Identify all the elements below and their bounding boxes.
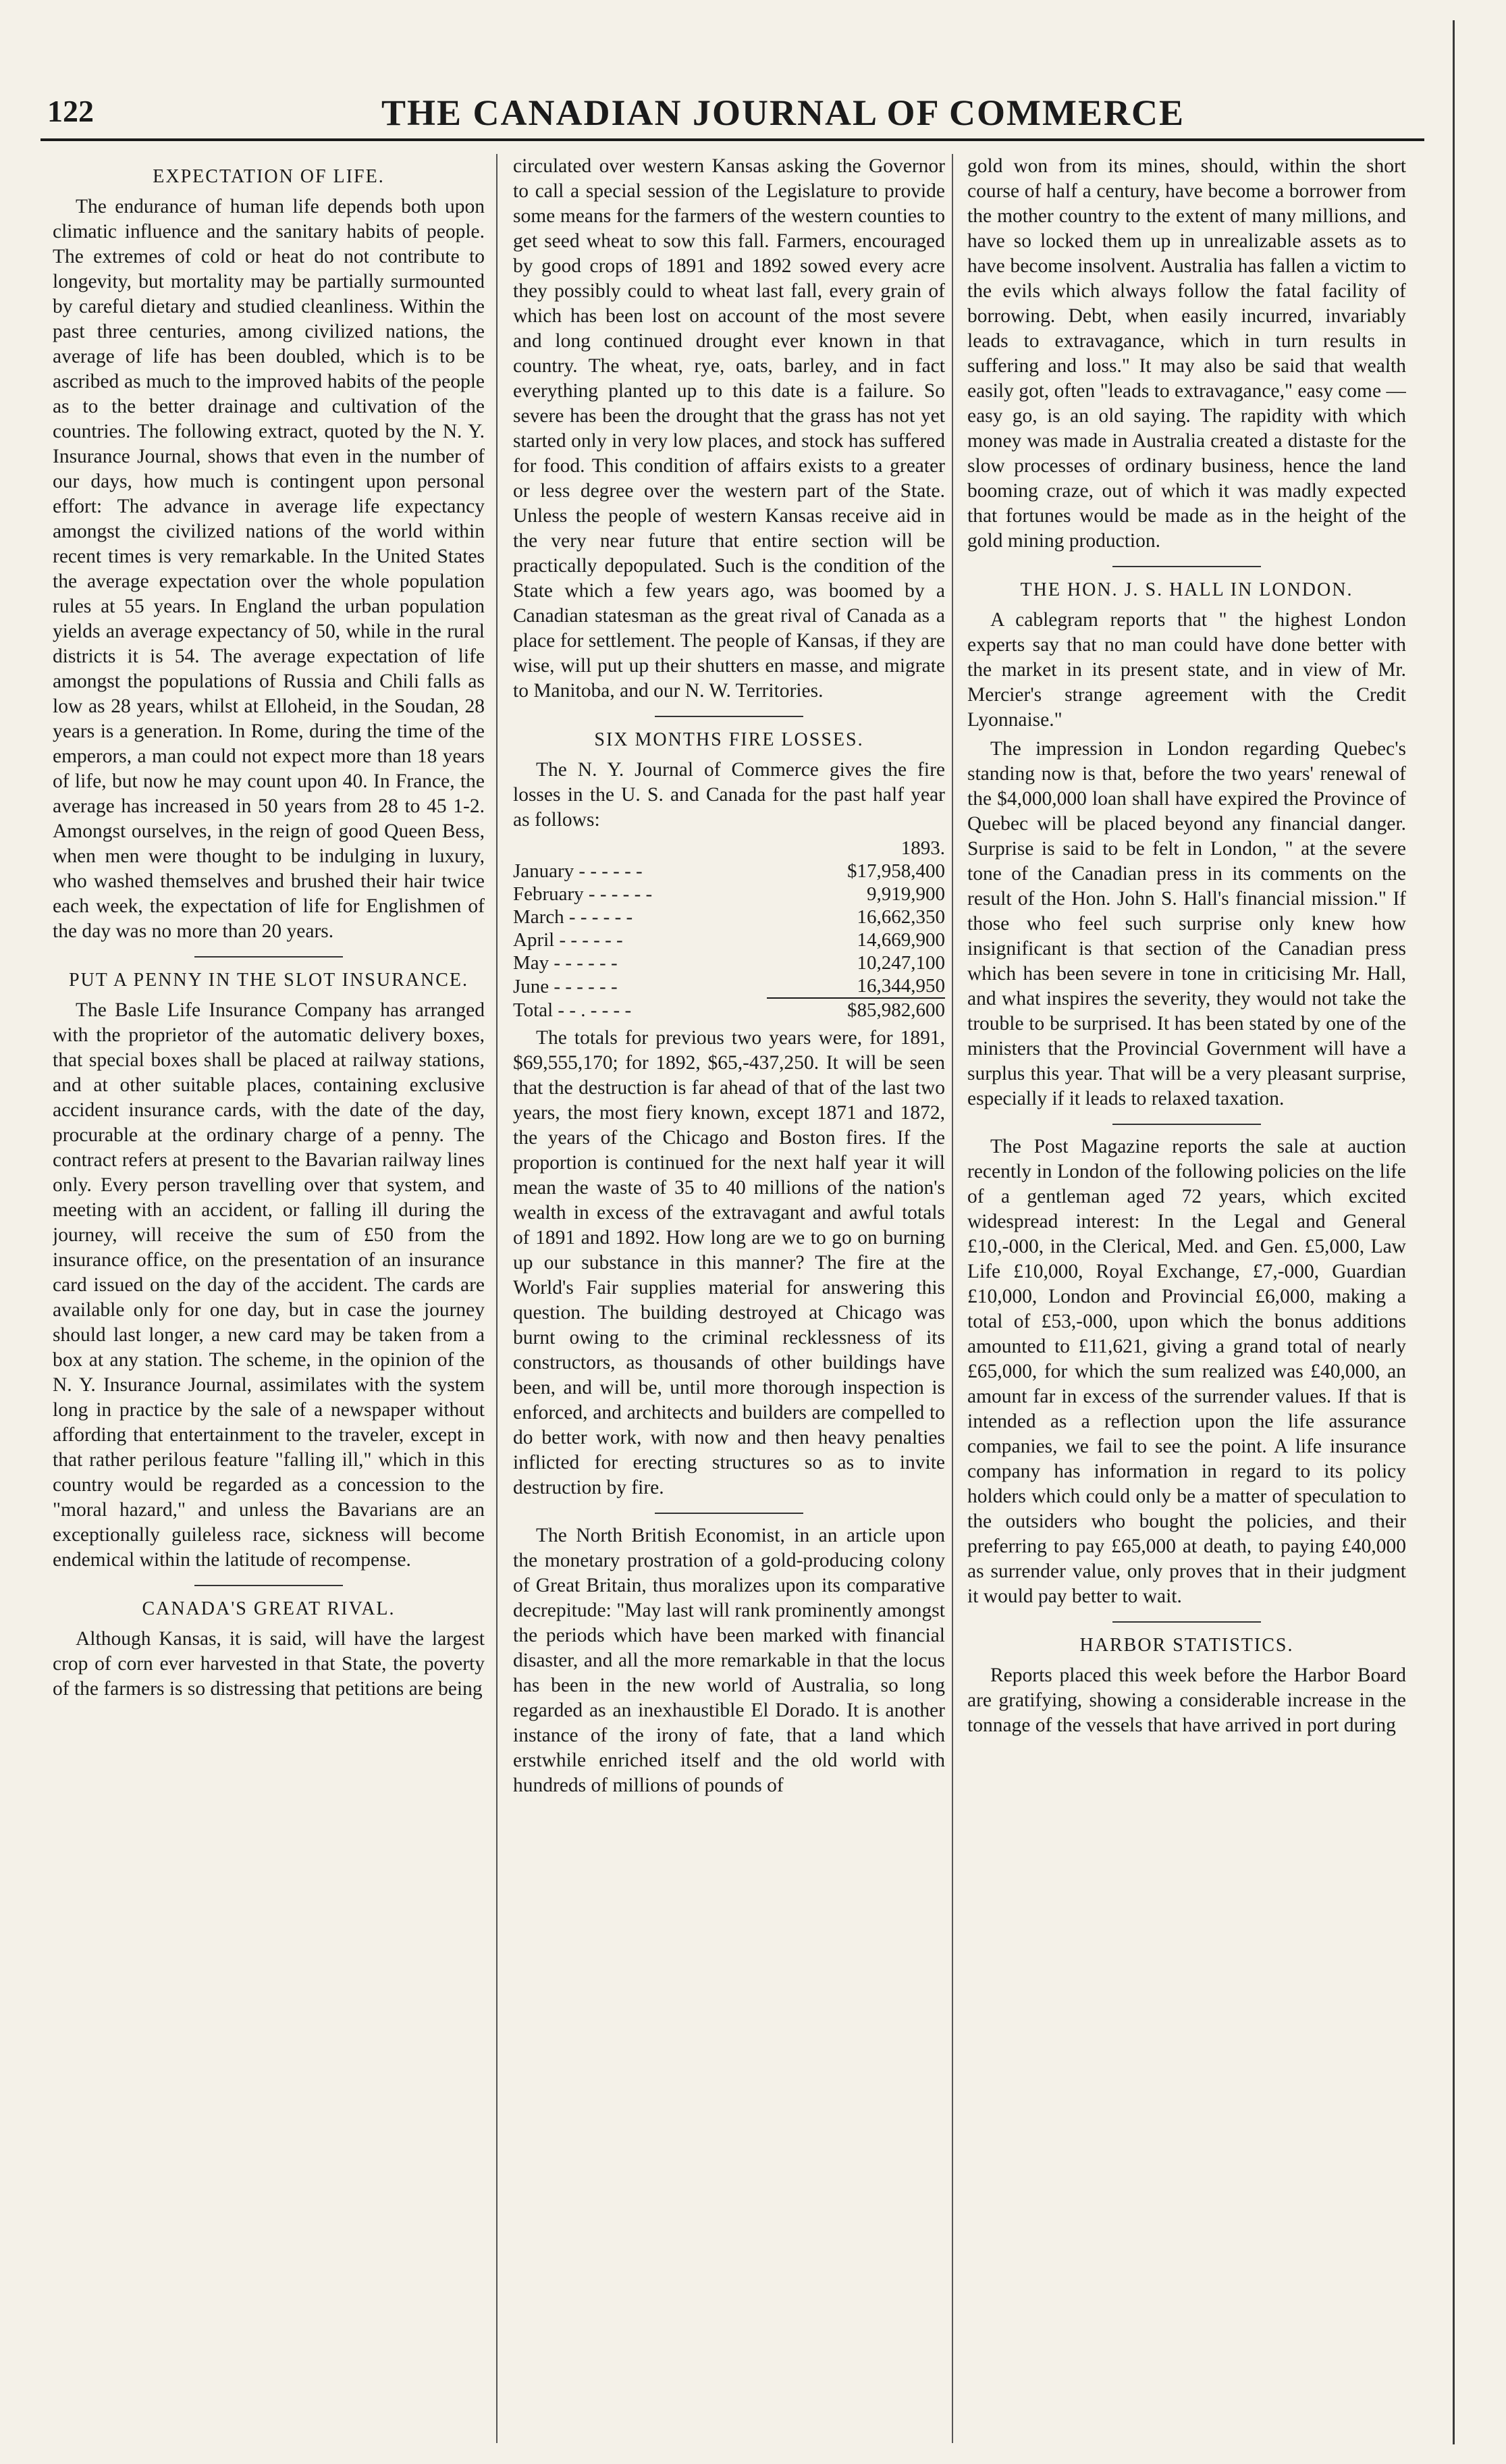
section-rule xyxy=(194,956,343,958)
article-heading-rival: CANADA'S GREAT RIVAL. xyxy=(142,1598,396,1619)
article-body-rival: Although Kansas, it is said, will have the largest crop of corn ever harvested in that State, the poverty of the farmers is so distressing that petitions are being xyxy=(53,1628,485,1700)
loss-amount: 10,247,100 xyxy=(857,952,945,974)
column-divider xyxy=(952,154,953,2443)
section-rule xyxy=(1112,566,1261,567)
year-header: 1893. xyxy=(900,837,945,859)
column-divider xyxy=(496,154,497,2443)
section-rule xyxy=(1112,1124,1261,1125)
table-row xyxy=(513,974,945,998)
article-body-harbor: Reports placed this week before the Harbor Board are gratifying, showing a considerable increase in the tonnage of the vessels that have arrived in port during xyxy=(967,1664,1406,1736)
month-label: January - - - - - - xyxy=(513,860,643,882)
loss-amount: 16,662,350 xyxy=(857,906,945,928)
fire-losses-table xyxy=(513,837,945,1022)
total-label: Total - - . - - - - xyxy=(513,999,632,1021)
article-body-hall-2: The impression in London regarding Quebec's standing now is that, before the two years' renewal of the $4,000,000 loan shall have expired the Province of Quebec will be placed beyond any financial danger. Surprise is said to be felt in London, " at the severe tone of the Canadian press in its comments on the result of the Hon. John S. Hall's financial mission." If those who feel such surprise only knew how insignificant is that section of the Canadian press which has been severe in tone in criticising Mr. Hall, and what inspires the severity, they would not take the trouble to be surprised. It has been stated by one of the ministers that the Provincial Government will have a surplus this year. That will be a very pleasant surprise, especially if it leads to relaxed taxation. xyxy=(967,738,1406,1109)
page-header xyxy=(0,0,1506,135)
header-rule xyxy=(41,138,1424,141)
month-label: February - - - - - - xyxy=(513,883,653,905)
article-heading-expectation: EXPECTATION OF LIFE. xyxy=(153,166,385,187)
article-body-hall-1: A cablegram reports that " the highest London experts say that no man could have done better with the market in its present state, and in view of Mr. Mercier's strange agreement with the Credit Lyonnaise." xyxy=(967,609,1406,731)
article-body-economist: The North British Economist, in an article upon the monetary prostration of a gold-producing colony of Great Britain, thus moralizes upon its comparative decrepitude: "May last will rank prominently amongst the periods which have been marked with financial disaster, and all the more remarkable in that the locus has been in the new world of Australia, so long regarded as an inexhaustible El Dorado. It is another instance of the irony of fate, that a land which erstwhile enriched itself and the old world with hundreds of millions of pounds of xyxy=(513,1525,945,1796)
section-rule xyxy=(655,716,803,717)
loss-amount: $17,958,400 xyxy=(847,860,945,882)
column-2 xyxy=(513,154,945,2443)
page-edge-rule xyxy=(1453,20,1455,2444)
table-row xyxy=(513,860,945,883)
month-label: April - - - - - - xyxy=(513,929,623,951)
article-heading-hall: THE HON. J. S. HALL IN LONDON. xyxy=(1020,579,1353,600)
article-body-expectation: The endurance of human life depends both upon climatic influence and the sanitary habits of people. The extremes of cold or heat do not contribute to longevity, but mortality may be partially surmounted by careful dietary and studied cleanliness. Within the past three centuries, among civilized nations, the average of life has been doubled, which is to be ascribed as much to the improved habits of the people as to the better drainage and cultivation of the countries. The following extract, quoted by the N. Y. Insurance Journal, shows that even in the number of our days, how much is contingent upon personal effort: The advance in average life expectancy amongst the civilized nations of the world within recent times is very remarkable. In the United States the average expectation over the whole population rules at 55 years. In England the urban population yields an average expectancy of 50, while in the rural districts it is 54. The average expectation of life amongst the populations of Russia and Chili falls as low as 28 years, whilst at Elloheid, in the Soudan, 28 years is a generation. In Rome, during the time of the emperors, a man could not expect more than 18 years of life, but now he may count upon 40. In France, the average has increased in 50 years from 28 to 45 1-2. Amongst ourselves, in the reign of good Queen Bess, when men were thought to be indulging in luxury, who washed themselves and brushed their hair twice each week, the expectation of life for Englishmen of the day was no more than 20 years. xyxy=(53,196,485,942)
section-rule xyxy=(1112,1621,1261,1623)
table-row xyxy=(513,951,945,974)
total-amount: $85,982,600 xyxy=(847,999,945,1021)
article-body-economist-continued: gold won from its mines, should, within the short course of half a century, have become a borrower from the mother country to the extent of many millions, and have so locked them up in unrealizable assets as to have become insolvent. Australia has fallen a victim to the evils which always follow the fatal facility of borrowing. Debt, when easily incurred, invariably leads to extravagance, which in turn results in suffering and loss." It may also be said that wealth easily got, often "leads to extravagance," easy come —easy go, is an old saying. The rapidity with which money was made in Australia created a distaste for the slow processes of ordinary business, hence the land booming craze, out of which it was madly expected that fortunes would be made as in the height of the gold mining production. xyxy=(967,155,1406,552)
month-label: June - - - - - - xyxy=(513,975,618,997)
table-row xyxy=(513,928,945,951)
month-label: March - - - - - - xyxy=(513,906,633,928)
loss-amount: 16,344,950 xyxy=(767,974,945,998)
loss-amount: 9,919,900 xyxy=(867,883,945,905)
total-row xyxy=(513,998,945,1022)
article-body-rival-continued: circulated over western Kansas asking the Governor to call a special session of the Legislature to provide some means for the farmers of the western counties to get seed wheat to sow this fall. Farmers, encouraged by good crops of 1891 and 1892 sowed every acre they possibly could to wheat last fall, every grain of which has been lost on account of the most severe and long continued drought ever known in that country. The wheat, rye, oats, barley, and in fact everything planted up to this date is a failure. So severe has been the drought that the grass has not yet started only in very low places, and stock has suffered for food. This condition of affairs exists to a greater or less degree over the western part of the State. Unless the people of western Kansas receive aid in the very near future that entire section will be practically depopulated. Such is the condition of the State which a few years ago, was boomed by a Canadian statesman as the great rival of Canada as a place for settlement. The people of Kansas, if they are wise, will put up their shutters en masse, and migrate to Manitoba, and our N. W. Territories. xyxy=(513,155,945,702)
article-heading-harbor: HARBOR STATISTICS. xyxy=(1079,1635,1294,1656)
section-rule xyxy=(194,1585,343,1586)
article-heading-fire-losses: SIX MONTHS FIRE LOSSES. xyxy=(594,729,864,750)
journal-title: THE CANADIAN JOURNAL OF COMMERCE xyxy=(381,93,1185,133)
article-body-post-magazine: The Post Magazine reports the sale at auction recently in London of the following policies on the life of a gentleman aged 72 years, which excited widespread interest: In the Legal and General £10,-000, in the Clerical, Med. and Gen. £5,000, Law Life £10,000, Royal Exchange, £7,-000, Guardian £10,000, London and Provincial £6,000, making a total of £53,-000, upon which the bonus additions amounted to £11,621, giving a grand total of nearly £65,000, for which the sum realized was £40,000, an amount far in excess of the surrender values. If that is intended as a reflection upon the life assurance companies, we fail to see the point. A life insurance company has information in regard to its policy holders which could only be a matter of speculation to the outsiders who bought the policies, and their preferring to pay £65,000 at death, to paying £40,000 as surrender value, only proves that in their judgment it would pay better to wait. xyxy=(967,1136,1406,1607)
page-number: 122 xyxy=(47,94,94,128)
article-body-fire-losses: The totals for previous two years were, for 1891, $69,555,170; for 1892, $65,-437,250. It will be seen that the destruction is far ahead of that of the last two years, the most fiery known, except 1871 and 1872, the years of the Chicago and Boston fires. If the proportion is continued for the next half year it will mean the waste of 35 to 40 millions of the nation's wealth in excess of the extravagant and awful totals of 1891 and 1892. How long are we to go on burning up our substance in this manner? The fire at the World's Fair supplies material for answering this question. The building destroyed at Chicago was burnt owing to the criminal recklessness of its constructors, as thousands of other buildings have been, and will be, until more thorough inspection is enforced, and architects and builders are compelled to do better work, with now and then heavy penalties inflicted for erecting structures so as to invite destruction by fire. xyxy=(513,1027,945,1498)
table-row xyxy=(513,837,945,860)
column-1 xyxy=(53,154,485,2443)
loss-amount: 14,669,900 xyxy=(857,929,945,951)
article-heading-penny: PUT A PENNY IN THE SLOT INSURANCE. xyxy=(68,970,468,991)
table-row xyxy=(513,883,945,906)
column-3 xyxy=(967,154,1406,2443)
fire-losses-intro: The N. Y. Journal of Commerce gives the fire losses in the U. S. and Canada for the past half year as follows: xyxy=(513,759,945,831)
section-rule xyxy=(655,1513,803,1514)
table-row xyxy=(513,906,945,928)
article-body-penny: The Basle Life Insurance Company has arranged with the proprietor of the automatic delivery boxes, that special boxes shall be placed at railway stations, and at other suitable places, containing exclusive accident insurance cards, with the date of the day, procurable at the ordinary charge of a penny. The contract refers at present to the Bavarian railway lines only. Every person travelling over that system, and meeting with an accident, or falling ill during the journey, will receive the sum of £50 from the insurance office, on the presentation of an insurance card issued on the day of the accident. The cards are available only for one day, but in case the journey should last longer, a new card may be taken from a box at any station. The scheme, in the opinion of the N. Y. Insurance Journal, assimilates with the system long in practice by the sale of a newspaper without affording that entertainment to the traveler, except in that rather perilous feature "falling ill," which in this country would be regarded as a concession to the "moral hazard," and unless the Bavarians are an exceptionally guileless race, sickness will become endemical within the latitude of recompense. xyxy=(53,999,485,1571)
month-label: May - - - - - - xyxy=(513,952,618,974)
